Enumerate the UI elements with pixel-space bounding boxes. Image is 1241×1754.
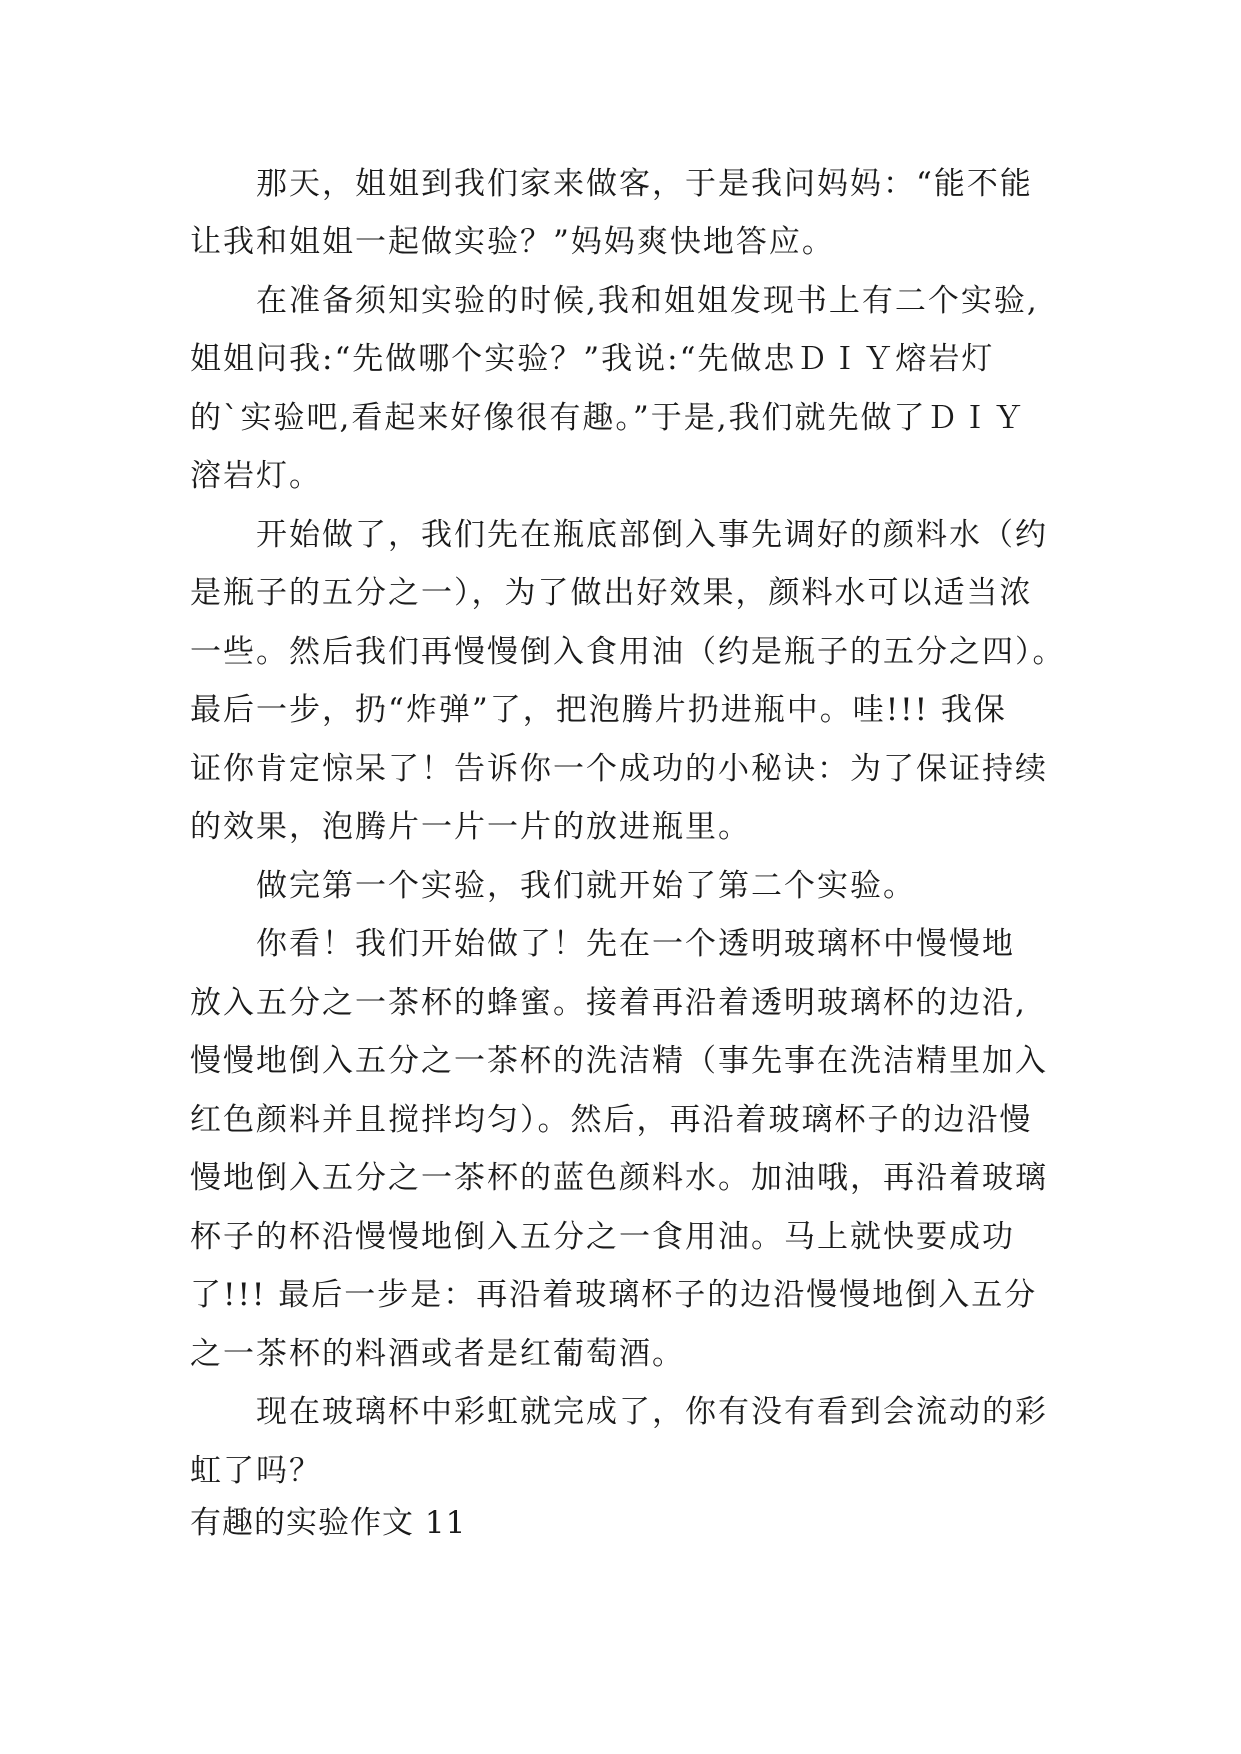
paragraph-3-line-3: 一些。然后我们再慢慢倒入食用油（约是瓶子的五分之四）。 — [190, 634, 1066, 670]
paragraph-3-line-1: 开始做了，我们先在瓶底部倒入事先调好的颜料水（约 — [256, 517, 1048, 553]
paragraph-2-line-2: 姐姐问我:“先做哪个实验？”我说:“先做忠ＤＩＹ熔岩灯 — [190, 341, 995, 377]
paragraph-5-line-4: 红色颜料并且搅拌均匀）。然后，再沿着玻璃杯子的边沿慢 — [190, 1102, 1033, 1138]
paragraph-5-line-6: 杯子的杯沿慢慢地倒入五分之一食用油。马上就快要成功 — [190, 1219, 1015, 1255]
paragraph-5-line-8: 之一茶杯的料酒或者是红葡萄酒。 — [190, 1336, 685, 1372]
paragraph-3-line-6: 的效果，泡腾片一片一片的放进瓶里。 — [190, 809, 751, 845]
paragraph-4-line-1: 做完第一个实验，我们就开始了第二个实验。 — [256, 868, 916, 904]
paragraph-3-line-4: 最后一步，扔“炸弹”了，把泡腾片扔进瓶中。哇!!! 我保 — [190, 692, 1007, 728]
paragraph-3-line-5: 证你肯定惊呆了！告诉你一个成功的小秘诀：为了保证持续 — [190, 751, 1048, 787]
paragraph-2-line-3: 的`实验吧,看起来好像很有趣。”于是,我们就先做了ＤＩＹ — [190, 400, 1026, 436]
paragraph-6-line-1: 现在玻璃杯中彩虹就完成了，你有没有看到会流动的彩 — [256, 1394, 1048, 1430]
paragraph-5-line-3: 慢慢地倒入五分之一茶杯的洗洁精（事先事在洗洁精里加入 — [190, 1043, 1048, 1079]
paragraph-3-line-2: 是瓶子的五分之一），为了做出好效果，颜料水可以适当浓 — [190, 575, 1033, 611]
section-heading: 有趣的实验作文 11 — [190, 1505, 467, 1541]
paragraph-6-line-2: 虹了吗？ — [190, 1453, 322, 1489]
paragraph-5-line-5: 慢地倒入五分之一茶杯的蓝色颜料水。加油哦，再沿着玻璃 — [190, 1160, 1048, 1196]
paragraph-1-line-1: 那天，姐姐到我们家来做客，于是我问妈妈：“能不能 — [256, 166, 1033, 202]
paragraph-1-line-2: 让我和姐姐一起做实验？”妈妈爽快地答应。 — [190, 224, 835, 260]
paragraph-2-line-1: 在准备须知实验的时候,我和姐姐发现书上有二个实验, — [256, 283, 1039, 319]
paragraph-5-line-2: 放入五分之一茶杯的蜂蜜。接着再沿着透明玻璃杯的边沿, — [190, 985, 1027, 1021]
paragraph-2-line-4: 溶岩灯。 — [190, 458, 322, 494]
paragraph-5-line-1: 你看！我们开始做了！先在一个透明玻璃杯中慢慢地 — [256, 926, 1015, 962]
paragraph-5-line-7: 了!!! 最后一步是：再沿着玻璃杯子的边沿慢慢地倒入五分 — [190, 1277, 1038, 1313]
